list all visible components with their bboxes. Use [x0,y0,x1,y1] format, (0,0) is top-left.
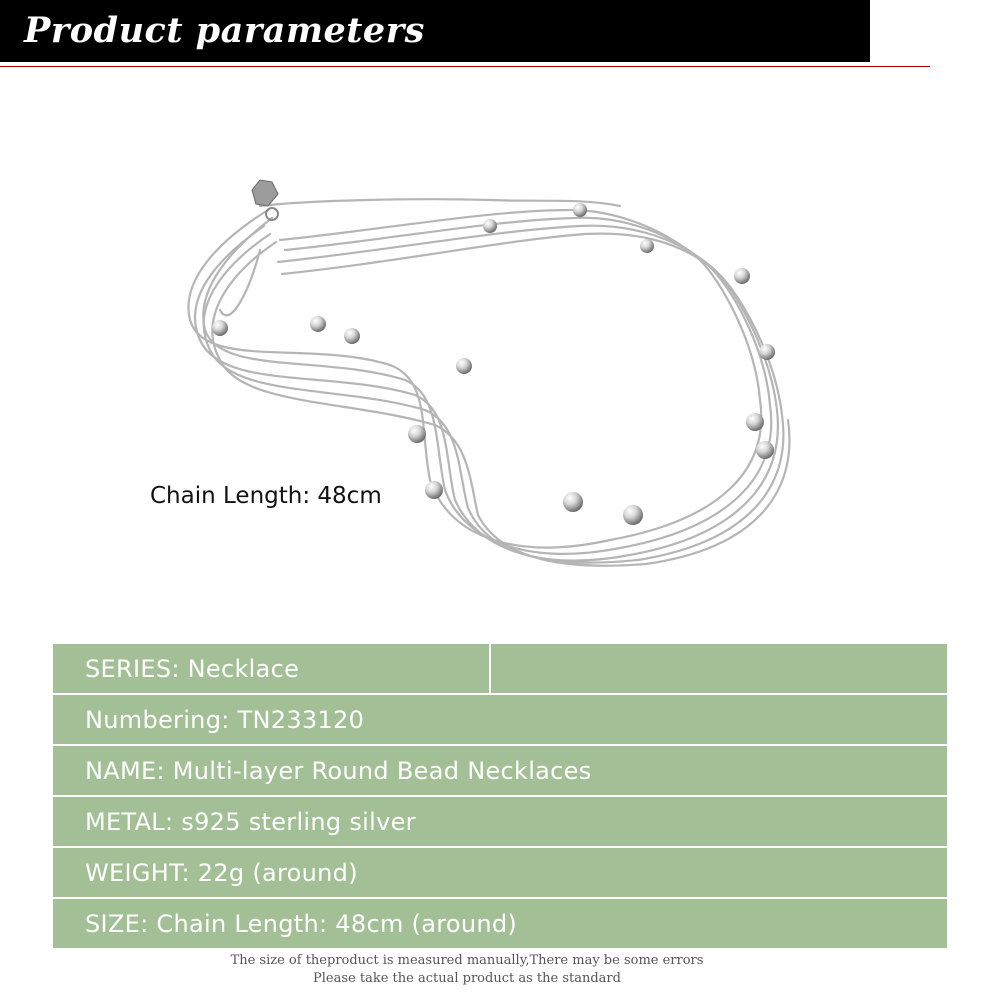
parameters-table [53,644,947,950]
chain-strand [212,242,789,566]
row-divider [489,644,491,693]
bead [408,425,426,443]
clasp [252,180,278,220]
bead [623,505,643,525]
param-numbering: Numbering: TN233120 [85,706,365,734]
disclaimer-line-2: Please take the actual product as the standard [313,971,621,986]
measurement-disclaimer [0,952,934,988]
disclaimer-line-1: The size of theproduct is measured manually,There may be some errors [230,953,704,968]
bead [456,358,472,374]
param-size: SIZE: Chain Length: 48cm (around) [85,910,518,938]
bead [573,203,587,217]
header-bar [0,0,870,62]
header-rule [0,66,930,67]
param-series: SERIES: Necklace [85,655,300,683]
page-title: Product parameters [24,10,425,51]
param-row-weight [53,848,947,897]
bead [746,413,764,431]
bead [756,441,774,459]
chain-length-label: Chain Length: 48cm [150,483,382,509]
param-row-numbering [53,695,947,744]
bead [310,316,326,332]
bead [640,239,654,253]
param-metal: METAL: s925 sterling silver [85,808,416,836]
bead [425,481,443,499]
bead [563,492,583,512]
bead [759,344,775,360]
param-name: NAME: Multi-layer Round Bead Necklaces [85,757,592,785]
chain-strand [260,199,620,206]
bead [734,268,750,284]
bead [212,320,228,336]
param-weight: WEIGHT: 22g (around) [85,859,358,887]
bead [483,219,497,233]
bead [344,328,360,344]
param-row-series [53,644,947,693]
param-row-size [53,899,947,948]
param-row-metal [53,797,947,846]
param-row-name [53,746,947,795]
